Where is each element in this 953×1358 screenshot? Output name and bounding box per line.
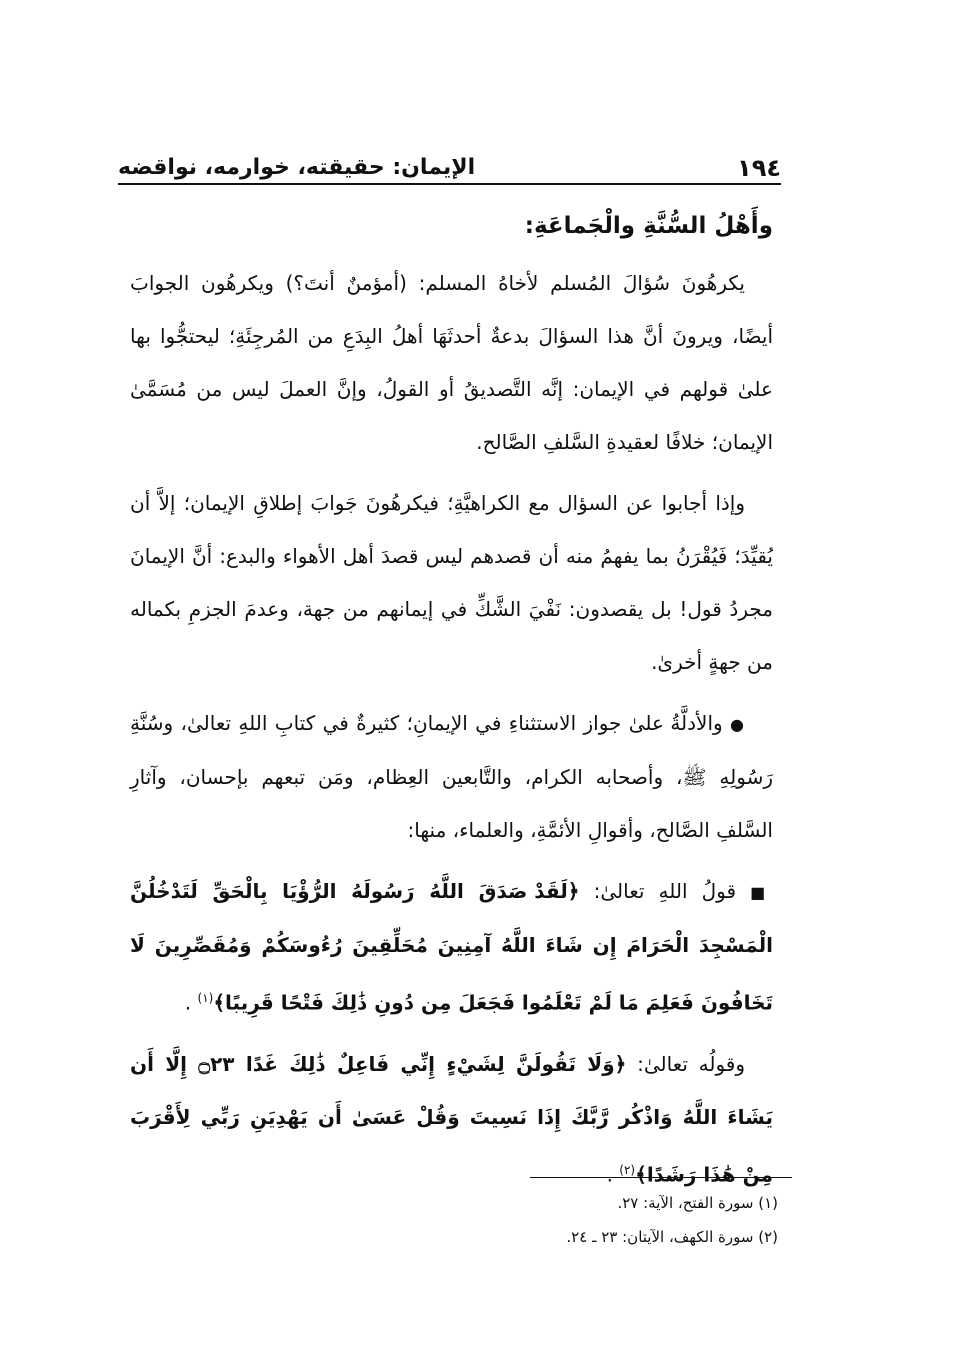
main-text: [130, 200, 773, 1209]
paragraph-1: يكرهُونَ سُؤالَ المُسلم لأخاهُ المسلم: (أمؤمنٌ أنتَ؟) ويكرهُون الجوابَ أيضًا، ويرونَ أنَّ هذا السؤالَ بدعةٌ أحدثَهَا أهلُ البِدَعِ من المُرجِئَةِ؛ ليحتجُّوا بها علىٰ قولهم في الإيمان: إنَّه التَّصديقُ أو القولُ، وإنَّ العملَ ليس من مُسَمَّىٰ الإيمان؛ خلافًا لعقيدةِ السَّلفِ الصَّالح.: [130, 271, 773, 454]
period: .: [606, 1162, 613, 1187]
period: .: [184, 990, 192, 1015]
quote-intro: وقولُه تعالىٰ:: [637, 1051, 746, 1076]
quran-verse-1: ﴿لَقَدْ صَدَقَ اللَّهُ رَسُولَهُ الرُّؤْيَا بِالْحَقِّ لَتَدْخُلُنَّ الْمَسْجِدَ الْحَرَامَ إِن شَاءَ اللَّهُ آمِنِينَ مُحَلِّقِينَ رُءُوسَكُمْ وَمُقَصِّرِينَ لَا تَخَافُونَ فَعَلِمَ مَا لَمْ تَعْلَمُوا فَجَعَلَ مِن دُونِ ذَٰلِكَ فَتْحًا قَرِيبًا﴾: [130, 879, 773, 1015]
paragraph-2: وإذا أجابوا عن السؤال مع الكراهيَّةِ؛ فيكرهُونَ جَوابَ إطلاقِ الإيمان؛ إلاَّ أن يُقيِّدَ؛ فَيُقْرَنُ بما يفهمُ منه أن قصدهم ليس قصدَ أهل الأهواء والبدع: أنَّ الإيمانَ مجردُ قول! بل يقصدون: نَفْيَ الشَّكِّ في إيمانهم من جهة، وعدمَ الجزمِ بكماله من جهةٍ أخرىٰ.: [130, 491, 773, 674]
section-heading: وأَهْلُ السُّنَّةِ والْجَماعَةِ:: [524, 213, 773, 239]
footnotes: [300, 1186, 778, 1254]
footnote-1: (١) سورة الفتح، الآية: ٢٧.: [617, 1194, 778, 1212]
quote-intro: قولُ اللهِ تعالىٰ:: [593, 879, 737, 903]
footnote-ref-1: (١): [197, 991, 214, 1005]
square-bullet-icon: ■: [750, 883, 774, 902]
quran-verse-2: ﴿وَلَا تَقُولَنَّ لِشَيْءٍ إِنِّي فَاعِلٌ ذَٰلِكَ غَدًا ۝٢٣ إِلَّا أَن يَشَاءَ اللَّهُ وَاذْكُر رَّبَّكَ إِذَا نَسِيتَ وَقُلْ عَسَىٰ أَن يَهْدِيَنِ رَبِّي لِأَقْرَبَ مِنْ هَٰذَا رَشَدًا﴾: [130, 1051, 773, 1187]
paragraph-4: [130, 865, 773, 1030]
page-header: [118, 137, 781, 183]
running-title: الإيمان: حقيقته، خوارمه، نواقضه: [118, 155, 476, 180]
footnote-rule: [530, 1177, 792, 1178]
header-rule: [118, 183, 781, 185]
footnote-ref-2: (٢): [619, 1162, 636, 1177]
paragraph-3: [130, 697, 773, 857]
footnote-2: (٢) سورة الكهف، الآيتان: ٢٣ ـ ٢٤.: [566, 1228, 778, 1246]
bullet-icon: ●: [730, 715, 745, 734]
page-number: ١٩٤: [737, 154, 781, 182]
paragraph-3-text: والأدلَّةُ علىٰ جواز الاستثناءِ في الإيمانِ؛ كثيرةٌ في كتابِ اللهِ تعالىٰ، وسُنَّةِ رَسُولِهِ ﷺ، وأصحابه الكرام، والتَّابعين العِظام، ومَن تبعهم بإحسان، وآثارِ السَّلفِ الصَّالح، وأقوالِ الأئمَّةِ، والعلماء، منها:: [130, 711, 773, 842]
